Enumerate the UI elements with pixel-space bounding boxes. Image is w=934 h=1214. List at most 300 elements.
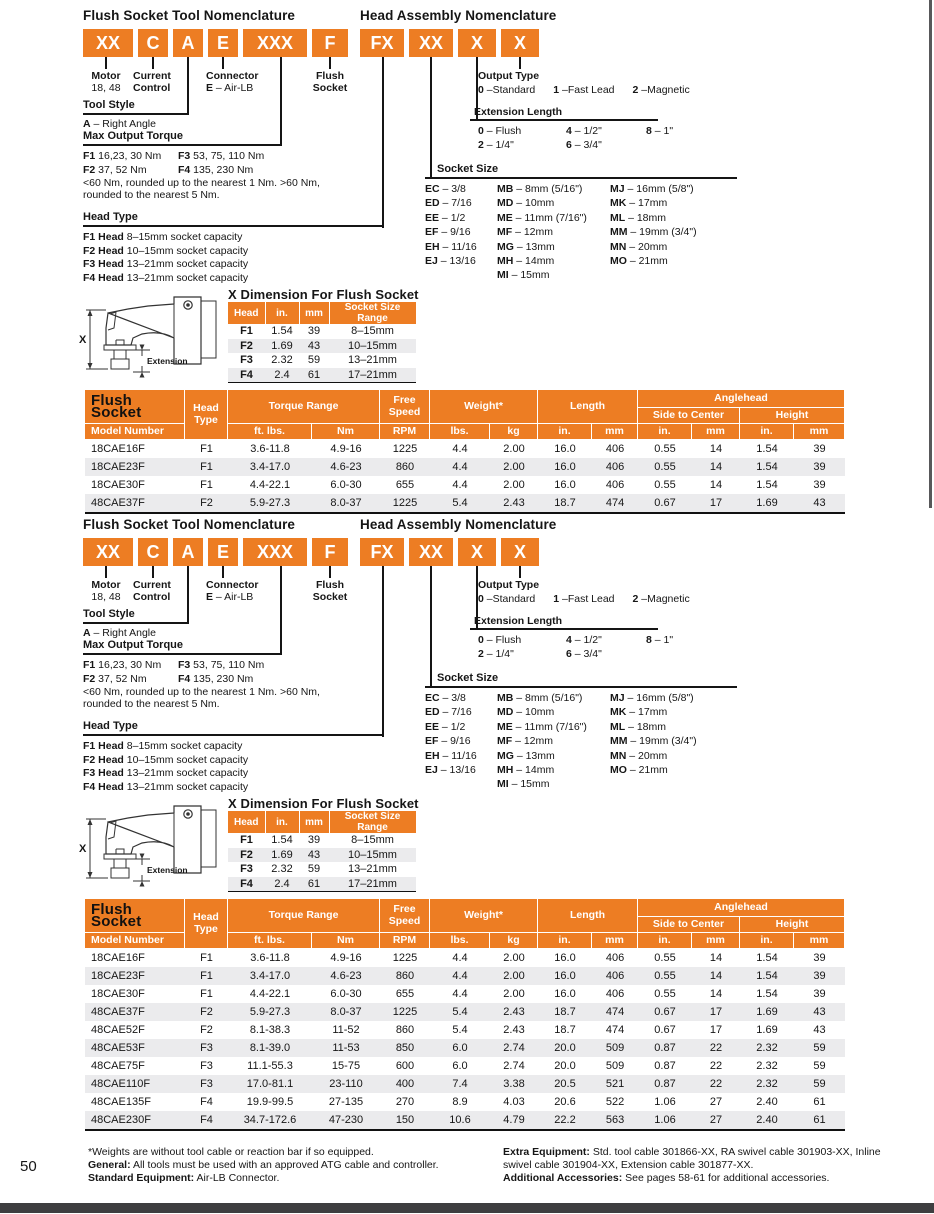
xdim-row: [228, 848, 416, 863]
code-box-connector: E: [208, 538, 238, 566]
col-free-speed: Free Speed: [380, 899, 430, 933]
xdim-row: [228, 324, 416, 339]
label-value-pair: E – Air-LB: [206, 591, 254, 603]
label-value-pair: EC – 3/8: [425, 692, 466, 704]
unit-length-in: in.: [538, 933, 592, 949]
spec-cell: 600: [395, 1060, 415, 1072]
spec-cell: 16.0: [554, 443, 576, 455]
spec-cell: 20.0: [538, 1039, 592, 1057]
socket-size-col3: [610, 183, 737, 269]
spec-cell: F1: [200, 479, 213, 491]
spec-cell: 2.74: [503, 1060, 525, 1072]
label-value-pair: ME – 11mm (7/16"): [497, 720, 587, 733]
spec-cell: 4.4: [452, 952, 468, 964]
spec-cell: 0.67: [638, 1003, 692, 1021]
spec-cell: 0.87: [638, 1075, 692, 1093]
spec-cell: 1.54: [756, 988, 778, 1000]
rule: [83, 653, 282, 655]
label-value-pair: MF – 12mm: [497, 226, 554, 239]
xdim-row: [228, 833, 416, 848]
spec-cell: 0.87: [654, 1060, 676, 1072]
spec-cell: 655: [395, 988, 415, 1000]
extension-length-options: [478, 634, 702, 662]
rule: [83, 734, 384, 736]
unit-side-mm: mm: [692, 933, 740, 949]
page-number: 50: [20, 1158, 37, 1175]
leader-line: [152, 566, 154, 578]
spec-cell: 2.43: [503, 1024, 525, 1036]
spec-cell: 5.4: [430, 1003, 490, 1021]
label-value-pair: A – Right Angle: [83, 627, 156, 639]
code-box-flush-socket: F: [312, 29, 348, 57]
xdim-cell: 43: [299, 848, 329, 863]
spec-cell: 406: [605, 988, 625, 1000]
spec-cell: 3.4-17.0: [228, 967, 312, 985]
spec-row: [85, 476, 845, 494]
spec-cell: 43: [794, 494, 845, 512]
col-length: Length: [538, 390, 638, 424]
spec-cell: 39: [813, 443, 826, 455]
label-value-pair: ML – 18mm: [610, 211, 667, 224]
spec-table-title: Flush Socket: [85, 899, 185, 933]
spec-cell: 22.2: [538, 1111, 592, 1129]
code-box-extension: X: [458, 29, 496, 57]
spec-cell: 1.54: [756, 443, 778, 455]
label-value-pair: 8 – 1": [646, 634, 674, 646]
unit-height-mm: mm: [794, 933, 845, 949]
spec-cell: 406: [605, 952, 625, 964]
xdim-col-range: Socket Size Range: [329, 811, 416, 833]
xdim-cell: 61: [299, 877, 329, 892]
spec-cell: 1225: [392, 952, 418, 964]
col-model-number: Model Number: [85, 424, 185, 440]
spec-cell: 655: [395, 479, 415, 491]
label-value-pair: MB – 8mm (5/16"): [497, 183, 583, 195]
spec-cell: 406: [592, 967, 638, 985]
current-control-label: Current Control: [133, 70, 171, 94]
spec-cell: 2.32: [740, 1075, 794, 1093]
spec-cell: 59: [813, 1060, 826, 1072]
label-value-pair: MD – 10mm: [497, 706, 555, 719]
spec-cell: 23-110: [312, 1075, 380, 1093]
accessories-note: Additional Accessories: See pages 58-61 for additional accessories.: [503, 1172, 830, 1184]
code-box-tool-style: A: [173, 29, 203, 57]
tool-style-label: Tool Style: [83, 608, 135, 620]
label-value-pair: F4 135, 230 Nm: [178, 164, 254, 176]
spec-cell: 61: [813, 1096, 826, 1108]
spec-cell: F1: [185, 458, 228, 476]
code-box-output-type: X: [501, 29, 539, 57]
xdim-cell: 1.54: [271, 325, 293, 338]
spec-cell: 1.54: [740, 967, 794, 985]
spec-cell: 34.7-172.6: [228, 1111, 312, 1129]
standard-equipment-note: Standard Equipment: Air-LB Connector.: [88, 1172, 280, 1184]
spec-cell: 18.7: [538, 1003, 592, 1021]
xdim-cell: 17–21mm: [329, 877, 416, 892]
spec-cell: 39: [813, 479, 826, 491]
connector-value: [206, 591, 253, 604]
spec-cell: 16.0: [538, 967, 592, 985]
spec-cell: 48CAE75F: [91, 1060, 145, 1072]
connector-label: Connector: [206, 70, 259, 82]
code-box-output-type: X: [501, 538, 539, 566]
spec-cell: 406: [605, 443, 625, 455]
spec-cell: 43: [813, 1024, 826, 1036]
page-edge-line: [929, 0, 932, 508]
head-nomenclature-title: Head Assembly Nomenclature: [360, 517, 557, 532]
label-value-pair: MM – 19mm (3/4"): [610, 735, 697, 748]
spec-cell: 27: [692, 1111, 740, 1129]
label-value-pair: MH – 14mm: [497, 764, 555, 777]
xdim-cell: 1.69: [265, 848, 299, 863]
spec-cell: F3: [200, 1060, 213, 1072]
xdim-cell: 17–21mm: [329, 368, 416, 383]
spec-cell: 22: [692, 1039, 740, 1057]
label-value-pair: MG – 13mm: [497, 240, 555, 253]
unit-length-in: in.: [538, 424, 592, 440]
spec-row: [85, 1111, 845, 1129]
code-box-socket-size: XX: [409, 538, 453, 566]
label-value-pair: MK – 17mm: [610, 706, 668, 719]
spec-cell: 4.4: [452, 443, 468, 455]
spec-cell: 509: [592, 1039, 638, 1057]
head-type-list: [83, 740, 248, 794]
label-value-pair: ML – 18mm: [610, 720, 667, 733]
motor-label: Motor: [91, 579, 121, 591]
spec-cell: F1: [200, 952, 213, 964]
spec-cell: 14: [692, 967, 740, 985]
head-type-list: [83, 231, 248, 285]
spec-row: [85, 1075, 845, 1093]
col-side-to-center: Side to Center: [638, 408, 740, 424]
label-value-pair: EF – 9/16: [425, 735, 471, 748]
spec-cell: 1.54: [756, 479, 778, 491]
spec-cell: 521: [592, 1075, 638, 1093]
label-value-pair: MJ – 16mm (5/8"): [610, 692, 694, 704]
spec-cell: 5.4: [430, 494, 490, 512]
leader-line-head-type: [382, 57, 384, 228]
xdim-cell: F4: [228, 368, 265, 383]
xdim-col-in: in.: [265, 302, 299, 324]
label-value-pair: EJ – 13/16: [425, 255, 476, 268]
unit-rpm: RPM: [380, 933, 430, 949]
col-length: Length: [538, 899, 638, 933]
xdim-cell: 8–15mm: [351, 834, 394, 847]
label-value-pair: 4 – 1/2": [566, 125, 602, 137]
spec-row: [85, 967, 845, 985]
head-type-label: Head Type: [83, 211, 138, 223]
spec-cell: 48CAE52F: [91, 1024, 145, 1036]
spec-cell: 16.0: [538, 458, 592, 476]
spec-cell: 39: [813, 952, 826, 964]
code-box-current-control: C: [138, 538, 168, 566]
leader-line-tool-style: [187, 566, 189, 624]
xdim-title: X Dimension For Flush Socket: [228, 287, 419, 302]
code-box-torque: XXX: [243, 538, 307, 566]
spec-cell: 474: [592, 1003, 638, 1021]
spec-cell: 6.0-30: [330, 479, 362, 491]
spec-cell: 1.06: [654, 1096, 676, 1108]
label-value-pair: MI – 15mm: [497, 269, 550, 282]
xdim-cell: F2: [228, 848, 265, 863]
spec-cell: 3.6-11.8: [250, 443, 290, 455]
label-value-pair: 1 –Fast Lead: [553, 593, 615, 605]
spec-cell: 0.87: [638, 1039, 692, 1057]
leader-line-torque: [280, 566, 282, 655]
extension-label: Extension: [147, 356, 188, 366]
unit-height-in: in.: [740, 933, 794, 949]
label-value-pair: EH – 11/16: [425, 749, 477, 762]
spec-cell: 5.9-27.3: [228, 1003, 312, 1021]
extension-label: Extension: [147, 865, 188, 875]
spec-cell: 150: [380, 1111, 430, 1129]
extra-equipment-note: Extra Equipment: Std. tool cable 301866-XX, RA swivel cable 301903-XX, Inline swivel cable 301904-XX, Extension cable 301877-XX.: [503, 1146, 881, 1171]
xdim-cell: 2.4: [265, 368, 299, 383]
unit-kg: kg: [490, 933, 538, 949]
spec-cell: 17: [692, 494, 740, 512]
xdim-cell: 59: [307, 354, 321, 367]
label-value-pair: ED – 7/16: [425, 706, 472, 719]
xdim-cell: 2.4: [265, 877, 299, 892]
spec-row: [85, 458, 845, 476]
spec-cell: 18CAE23F: [85, 458, 185, 476]
socket-size-col3: [610, 692, 737, 778]
section-top: [0, 8, 934, 517]
spec-cell: F2: [200, 1024, 213, 1036]
socket-size-col2: [497, 692, 609, 793]
footnotes-left: [88, 1146, 493, 1185]
spec-cell: 1225: [392, 443, 418, 455]
label-value-pair: F2 Head 10–15mm socket capacity: [83, 244, 249, 257]
tool-nomenclature-title: Flush Socket Tool Nomenclature: [83, 517, 296, 532]
label-value-pair: 2 –Magnetic: [632, 593, 690, 605]
spec-cell: 6.0: [430, 1039, 490, 1057]
label-value-pair: 0 – Flush: [478, 125, 522, 137]
spec-cell: 5.9-27.3: [228, 494, 312, 512]
spec-cell: F4: [185, 1111, 228, 1129]
extension-length-label: Extension Length: [474, 615, 563, 627]
spec-cell: 5.4: [452, 1024, 468, 1036]
leader-line: [222, 57, 224, 69]
col-free-speed: Free Speed: [380, 390, 430, 424]
spec-cell: 860: [380, 458, 430, 476]
unit-kg: kg: [490, 424, 538, 440]
spec-cell: 2.40: [740, 1111, 794, 1129]
torque-note-line2: rounded to the nearest 5 Nm.: [83, 698, 220, 710]
leader-line: [329, 57, 331, 69]
output-type-label: Output Type: [478, 70, 540, 82]
spec-row: [85, 1039, 845, 1057]
xdim-row: [228, 877, 416, 892]
spec-cell: 860: [380, 967, 430, 985]
spec-cell: 16.0: [554, 952, 576, 964]
code-box-motor: XX: [83, 538, 133, 566]
col-height: Height: [740, 917, 845, 933]
spec-cell: 8.9: [452, 1096, 468, 1108]
label-value-pair: EE – 1/2: [425, 211, 466, 224]
spec-table-title: Flush Socket: [85, 390, 185, 424]
spec-cell: 16.0: [554, 988, 576, 1000]
spec-cell: 18CAE30F: [91, 479, 145, 491]
xdim-cell: 1.69: [265, 339, 299, 354]
leader-line-output: [519, 566, 521, 578]
col-anglehead: Anglehead: [638, 899, 845, 917]
spec-cell: 2.32: [740, 1039, 794, 1057]
label-value-pair: EF – 9/16: [425, 226, 471, 239]
flush-socket-spec-table: [85, 390, 845, 514]
label-value-pair: ME – 11mm (7/16"): [497, 211, 587, 224]
leader-line-socket-size: [430, 57, 432, 179]
motor-value: 18, 48: [91, 82, 121, 94]
spec-cell: 19.9-99.5: [246, 1096, 294, 1108]
xdim-cell: 8–15mm: [351, 325, 394, 338]
spec-cell: 2.32: [756, 1060, 778, 1072]
label-value-pair: F2 Head 10–15mm socket capacity: [83, 753, 249, 766]
label-value-pair: MF – 12mm: [497, 735, 554, 748]
spec-cell: F1: [200, 443, 213, 455]
spec-cell: 4.9-16: [330, 952, 362, 964]
col-model-number: Model Number: [85, 933, 185, 949]
leader-line: [329, 566, 331, 578]
spec-cell: 11-53: [312, 1039, 380, 1057]
general-note: General: All tools must be used with an approved ATG cable and controller.: [88, 1159, 439, 1171]
label-value-pair: MK – 17mm: [610, 197, 668, 210]
unit-length-mm: mm: [592, 933, 638, 949]
label-value-pair: 1 –Fast Lead: [553, 84, 615, 96]
code-box-socket-size: XX: [409, 29, 453, 57]
spec-cell: 11-52: [332, 1024, 360, 1036]
spec-row: [85, 1003, 845, 1021]
unit-ftlbs: ft. lbs.: [228, 933, 312, 949]
xdim-header-row: [228, 811, 416, 833]
spec-cell: F4: [200, 1096, 213, 1108]
spec-cell: 0.55: [654, 952, 676, 964]
code-box-tool-style: A: [173, 538, 203, 566]
label-value-pair: MJ – 16mm (5/8"): [610, 183, 694, 195]
xdim-cell: F3: [240, 863, 253, 876]
spec-cell: 59: [794, 1039, 845, 1057]
tool-head-drawing: [78, 797, 226, 894]
spec-cell: 509: [605, 1060, 625, 1072]
label-value-pair: MB – 8mm (5/16"): [497, 692, 583, 704]
leader-line: [105, 566, 107, 578]
code-box-flush-socket: F: [312, 538, 348, 566]
label-value-pair: F3 Head 13–21mm socket capacity: [83, 258, 249, 270]
unit-height-in: in.: [740, 424, 794, 440]
spec-cell: 39: [794, 967, 845, 985]
code-box-connector: E: [208, 29, 238, 57]
col-side-to-center: Side to Center: [638, 917, 740, 933]
spec-cell: 2.00: [490, 967, 538, 985]
unit-height-mm: mm: [794, 424, 845, 440]
head-nomenclature-title: Head Assembly Nomenclature: [360, 8, 557, 23]
unit-length-mm: mm: [592, 424, 638, 440]
x-dimension-label: X: [79, 843, 87, 855]
spec-cell: 0.67: [654, 1024, 676, 1036]
spec-cell: 14: [692, 458, 740, 476]
tool-nomenclature-title: Flush Socket Tool Nomenclature: [83, 8, 296, 23]
unit-side-mm: mm: [692, 424, 740, 440]
xdim-col-in: in.: [265, 811, 299, 833]
spec-cell: 18CAE16F: [91, 443, 145, 455]
connector-label: Connector: [206, 579, 259, 591]
label-value-pair: 0 –Standard: [478, 593, 536, 605]
label-value-pair: EJ – 13/16: [425, 764, 476, 777]
spec-cell: 4.4: [452, 988, 468, 1000]
label-value-pair: EH – 11/16: [425, 240, 477, 253]
label-value-pair: EE – 1/2: [425, 720, 466, 733]
spec-cell: 4.6-23: [312, 458, 380, 476]
label-value-pair: E – Air-LB: [206, 82, 254, 94]
torque-note-line1: <60 Nm, rounded up to the nearest 1 Nm. >60 Nm,: [83, 686, 320, 698]
xdim-table: [228, 302, 417, 383]
spec-header-row1: [85, 899, 845, 917]
x-dimension-label: X: [79, 334, 87, 346]
spec-cell: 4.4-22.1: [249, 988, 291, 1000]
code-box-motor: XX: [83, 29, 133, 57]
output-type-label: Output Type: [478, 579, 540, 591]
rule: [83, 144, 282, 146]
leader-line: [105, 57, 107, 69]
spec-cell: 2.00: [490, 458, 538, 476]
spec-cell: 14: [709, 952, 723, 964]
head-type-label: Head Type: [83, 720, 138, 732]
leader-line-head-type: [382, 566, 384, 737]
torque-note-line1: <60 Nm, rounded up to the nearest 1 Nm. >60 Nm,: [83, 177, 320, 189]
spec-cell: 6.0-30: [330, 988, 362, 1000]
unit-side-in: in.: [638, 424, 692, 440]
spec-cell: 4.4: [452, 479, 468, 491]
code-box-head: FX: [360, 538, 404, 566]
xdim-row: [228, 339, 416, 354]
spec-cell: 4.4: [430, 967, 490, 985]
spec-cell: 48CAE230F: [85, 1111, 185, 1129]
leader-line-socket-size: [430, 566, 432, 688]
spec-cell: F1: [200, 988, 213, 1000]
socket-size-label: Socket Size: [437, 163, 499, 175]
label-value-pair: A – Right Angle: [83, 118, 156, 130]
spec-cell: 15-75: [331, 1060, 361, 1072]
spec-cell: 2.43: [490, 1003, 538, 1021]
unit-side-in: in.: [638, 933, 692, 949]
unit-rpm: RPM: [380, 424, 430, 440]
xdim-col-head: Head: [228, 811, 265, 833]
spec-cell: 1.69: [740, 1003, 794, 1021]
xdim-cell: 2.32: [271, 863, 293, 876]
spec-cell: 270: [395, 1096, 415, 1108]
rule: [425, 177, 737, 179]
label-value-pair: F4 Head 13–21mm socket capacity: [83, 780, 249, 793]
socket-size-col1: [425, 692, 495, 778]
spec-cell: 48CAE53F: [85, 1039, 185, 1057]
extension-length-options: [478, 125, 702, 153]
socket-size-col1: [425, 183, 495, 269]
xdim-cell: F3: [240, 354, 253, 367]
spec-cell: F2: [185, 1003, 228, 1021]
extension-length-label: Extension Length: [474, 106, 563, 118]
label-value-pair: F4 135, 230 Nm: [178, 673, 254, 685]
spec-row: [85, 985, 845, 1003]
spec-row: [85, 1021, 845, 1039]
xdim-cell: 39: [307, 834, 321, 847]
spec-cell: 8.1-38.3: [249, 1024, 291, 1036]
xdim-cell: 43: [299, 339, 329, 354]
label-value-pair: F4 Head 13–21mm socket capacity: [83, 271, 249, 284]
code-box-extension: X: [458, 538, 496, 566]
spec-cell: 4.79: [490, 1111, 538, 1129]
code-box-head: FX: [360, 29, 404, 57]
spec-cell: 2.40: [756, 1096, 778, 1108]
